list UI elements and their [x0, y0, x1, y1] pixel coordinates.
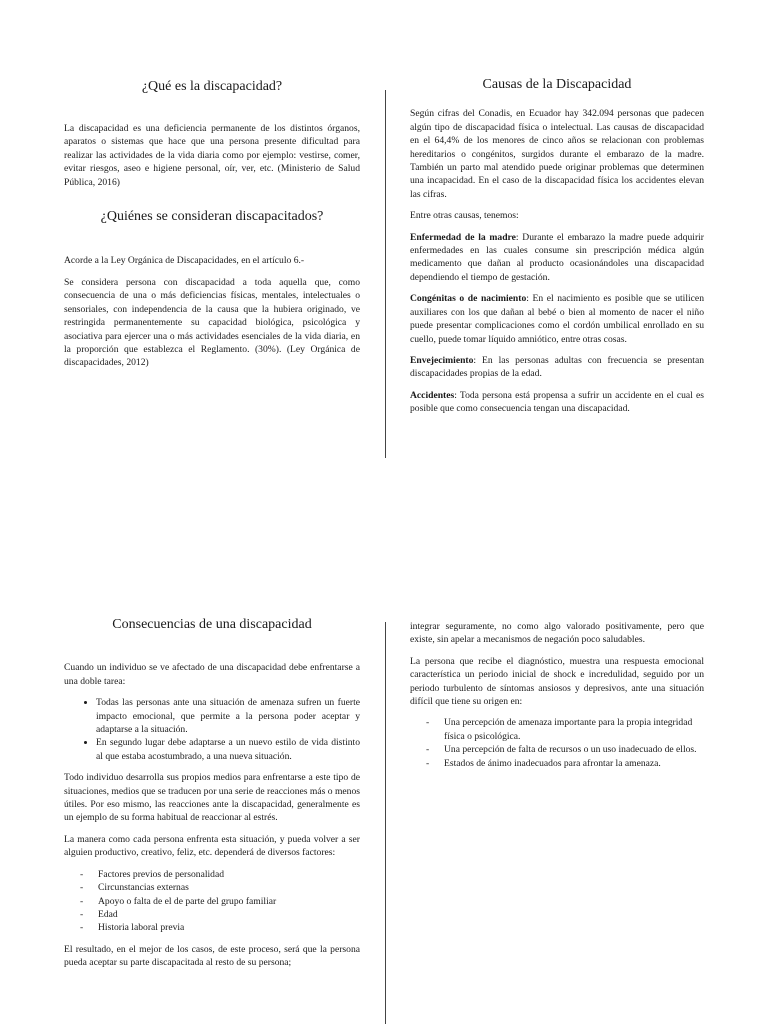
- consequences-bullets: [64, 696, 360, 763]
- list-item: - Una percepción de amenaza importante para la propia integridad física o psicológica.: [426, 716, 704, 743]
- cause-text: : Durante el embarazo la madre puede adquirir enfermedades en las cuales consume sin prescripción médica algún medicamento que dañan al producto ocasionándoles una discapacidad dependiendo el tiempo de gestación.: [410, 231, 704, 283]
- heading-causas-discapacidad: Causas de la Discapacidad: [482, 77, 632, 92]
- origin-list: [410, 716, 704, 770]
- coping-paragraph: Todo individuo desarrolla sus propios medios para enfrentarse a este tipo de situaciones, medios que se traducen por una serie de reacciones más o menos útiles. Por eso mismo, las reacciones ante la discapacidad, generalmente es un ejemplo de su forma habitual de reaccionar al estrés.: [64, 772, 360, 824]
- cause-term: Envejecimiento: [410, 354, 474, 366]
- factors-intro: La manera como cada persona enfrenta esta situación, y pueda volver a ser alguien productivo, creativo, feliz, etc. dependerá de diversos factores:: [64, 833, 360, 859]
- cause-text: : Toda persona está propensa a sufrir un accidente en el cual es posible que como consecuencia tengan una discapacidad.: [410, 389, 704, 415]
- cause-text: : En las personas adultas con frecuencia se presentan discapacidades propias de la edad.: [410, 354, 704, 380]
- heading-que-es-discapacidad: ¿Qué es la discapacidad?: [141, 79, 283, 94]
- factors-list: [64, 868, 360, 935]
- list-item: - Factores previos de personalidad: [80, 868, 360, 881]
- integration-paragraph: integrar seguramente, no como algo valorado positivamente, pero que existe, sin apelar a mecanismos de negación poco saludables.: [410, 621, 704, 646]
- cause-term: Congénitas o de nacimiento: [410, 293, 527, 305]
- diagnosis-paragraph: La persona que recibe el diagnóstico, muestra una respuesta emocional característica un periodo inicial de shock e incredulidad, seguido por un periodo turbulento de síntomas ansiosos y depresivos, ante una situación difícil que tiene su origen en:: [410, 655, 704, 708]
- list-item: - Estados de ánimo inadecuados para afrontar la amenaza.: [426, 757, 704, 770]
- causes-intro-paragraph: Según cifras del Conadis, en Ecuador hay 342.094 personas que padecen algún tipo de discapacidad física o intelectual. Las causas de discapacidad en el 64,4% de los menores de cinco años se relacionan con problemas hereditarios o congénitos, surgidos durante el embarazo de la madre. También un parto mal atendido puede originar problemas que determinen una incapacidad. En el caso de la discapacidad física los accidentes elevan las cifras.: [410, 108, 704, 200]
- law-article-paragraph: Se considera persona con discapacidad a toda aquella que, como consecuencia de una o más deficiencias físicas, mentales, intelectuales o sensoriales, con independencia de la causa que la hubiera originado, ve restringida permanentemente su capacidad biológica, psicológica y asociativa para ejercer una o más actividades esenciales de la vida diaria, en la proporción que establezca el Reglamento. (30%). (Ley Orgánica de discapacidades, 2012): [64, 277, 360, 369]
- heading-quienes-discapacitados: ¿Quiénes se consideran discapacitados?: [100, 209, 324, 224]
- top-left-column: [64, 72, 360, 392]
- cause-term: Enfermedad de la madre: [410, 231, 516, 243]
- bottom-right-column: [410, 620, 704, 778]
- list-item: - Una percepción de falta de recursos o un uso inadecuado de ellos.: [426, 743, 704, 756]
- bottom-left-column: [64, 618, 360, 978]
- list-item: - Apoyo o falta de el de parte del grupo familiar: [80, 895, 360, 908]
- list-item: - Circunstancias externas: [80, 881, 360, 894]
- definition-paragraph: La discapacidad es una deficiencia permanente de los distintos órganos, aparatos o sistemas que hace que una persona presente dificultad para realizar las actividades de la vida diaria como por ejemplo: vestirse, comer, evitar riesgos, aseo e higiene personal, oír, ver, etc. (Ministerio de Salud Pública, 2016): [64, 123, 360, 188]
- column-divider-top: [385, 90, 386, 458]
- heading-consecuencias: Consecuencias de una discapacidad: [112, 617, 312, 632]
- cause-congenitas: [410, 292, 704, 346]
- cause-term: Accidentes: [410, 389, 455, 401]
- result-paragraph: El resultado, en el mejor de los casos, de este proceso, será que la persona pueda aceptar su parte discapacitada al resto de su persona;: [64, 943, 360, 969]
- list-item: - Historia laboral previa: [80, 921, 360, 934]
- list-item: - Edad: [80, 908, 360, 921]
- list-item: • En segundo lugar debe adaptarse a un nuevo estilo de vida distinto al que estaba acostumbrado, a una nueva situación.: [96, 736, 360, 763]
- cause-text: : En el nacimiento es posible que se utilicen auxiliares con los que dañan al bebé o bien al momento de nacer el niño puede presentar complicaciones como el cordón umbilical enrollado en su cuello, puede tomar líquido amniótico, entre otras cosas.: [410, 293, 704, 345]
- cause-enfermedad-madre: [410, 231, 704, 285]
- column-divider-bottom: [385, 622, 386, 1024]
- law-reference-paragraph: Acorde a la Ley Orgánica de Discapacidades, en el artículo 6.-: [64, 255, 305, 266]
- causes-lead-paragraph: Entre otras causas, tenemos:: [410, 210, 519, 222]
- top-right-column: [410, 72, 704, 424]
- consequences-intro: Cuando un individuo se ve afectado de una discapacidad debe enfrentarse a una doble tarea:: [64, 662, 360, 687]
- list-item: • Todas las personas ante una situación de amenaza sufren un fuerte impacto emocional, que permite a la persona poder aceptar y adaptarse a la situación.: [96, 696, 360, 736]
- cause-accidentes: [410, 389, 704, 416]
- cause-envejecimiento: [410, 354, 704, 381]
